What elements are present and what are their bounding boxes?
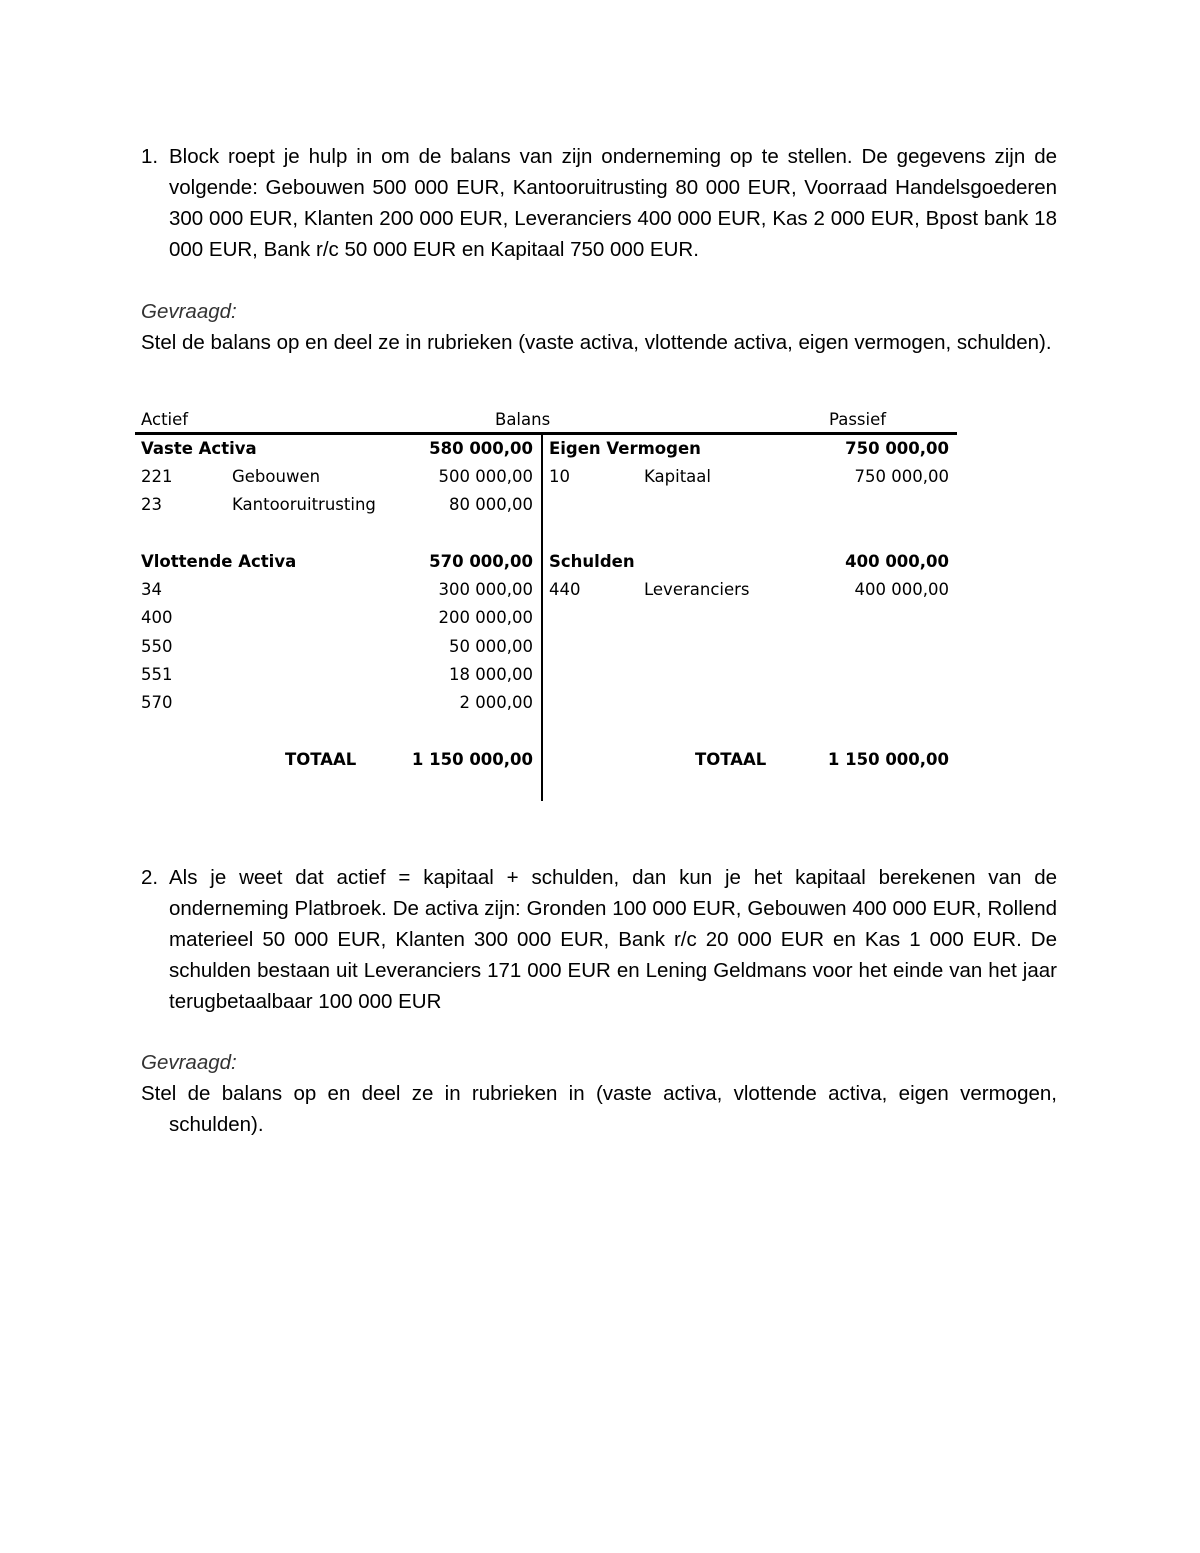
fixed-assets-total: 580 000,00 [429, 439, 533, 458]
account-code: 221 [141, 467, 173, 486]
question-2-asked-text: Stel de balans op en deel ze in rubrieken in (vaste activa, vlottende activa, eigen vermogen, schulden). [141, 1082, 1057, 1136]
debts-total: 400 000,00 [845, 552, 949, 571]
question-1-number: 1. [141, 145, 159, 168]
question-1-text: Block roept je hulp in om de balans van zijn onderneming op te stellen. De gegevens zijn de volgende: Gebouwen 500 000 EUR, Kantooruitrusting 80 000 EUR, Voorraad Handelsgoederen 300 000 EUR, Klanten 200 000 EUR, Leveranciers 400 000 EUR, Kas 2 000 EUR, Bpost bank 18 000 EUR, Bank r/c 50 000 EUR en Kapitaal 750 000 EUR. [169, 145, 1057, 261]
account-code: 400 [141, 608, 173, 627]
balance-header-center: Balans [495, 410, 551, 429]
question-2-assignment [141, 1047, 1057, 1140]
question-2-number: 2. [141, 866, 159, 889]
current-assets-title: Vlottende Activa [141, 552, 297, 571]
account-amount: 500 000,00 [438, 467, 533, 486]
account-amount: 400 000,00 [854, 580, 949, 599]
balance-header-right: Passief [829, 410, 887, 429]
account-code: 550 [141, 637, 173, 656]
balance-header-left: Actief [141, 410, 189, 429]
account-name: Kapitaal [644, 467, 711, 486]
equity-total: 750 000,00 [845, 439, 949, 458]
account-code: 23 [141, 495, 162, 514]
question-2-text: Als je weet dat actief = kapitaal + schulden, dan kun je het kapitaal berekenen van de onderneming Platbroek. De activa zijn: Gronden 100 000 EUR, Gebouwen 400 000 EUR, Rollend materieel 50 000 EUR, Klanten 300 000 EUR, Bank r/c 20 000 EUR en Kas 1 000 EUR. De schulden bestaan uit Leveranciers 171 000 EUR en Lening Geldmans voor het einde van het jaar terugbetaalbaar 100 000 EUR [169, 866, 1057, 1013]
account-name: Kantooruitrusting [232, 495, 376, 514]
debts-title: Schulden [549, 552, 635, 571]
question-2-asked-label: Gevraagd: [141, 1051, 237, 1074]
account-name: Gebouwen [232, 467, 321, 486]
account-code: 34 [141, 580, 162, 599]
account-amount: 80 000,00 [449, 495, 533, 514]
left-total-value: 1 150 000,00 [411, 750, 533, 769]
question-1 [141, 141, 1057, 265]
account-amount: 18 000,00 [449, 665, 533, 684]
equity-title: Eigen Vermogen [549, 439, 701, 458]
account-amount: 300 000,00 [438, 580, 533, 599]
question-2 [141, 862, 1057, 1017]
balance-top-rule [135, 432, 957, 435]
right-total-label: TOTAAL [695, 750, 767, 769]
account-amount: 50 000,00 [449, 637, 533, 656]
account-name: Leveranciers [644, 580, 750, 599]
right-total-value: 1 150 000,00 [827, 750, 949, 769]
account-code: 551 [141, 665, 173, 684]
balance-center-rule [541, 435, 543, 801]
account-amount: 2 000,00 [459, 693, 533, 712]
question-1-assignment [141, 296, 1057, 358]
question-1-asked-text: Stel de balans op en deel ze in rubrieken (vaste activa, vlottende activa, eigen vermogen, schulden). [141, 331, 1052, 354]
fixed-assets-title: Vaste Activa [141, 439, 257, 458]
account-code: 570 [141, 693, 173, 712]
account-amount: 200 000,00 [438, 608, 533, 627]
balance-sheet [135, 408, 957, 803]
account-code: 10 [549, 467, 570, 486]
current-assets-total: 570 000,00 [429, 552, 533, 571]
account-amount: 750 000,00 [854, 467, 949, 486]
left-total-label: TOTAAL [285, 750, 357, 769]
question-1-asked-label: Gevraagd: [141, 300, 237, 323]
account-code: 440 [549, 580, 581, 599]
